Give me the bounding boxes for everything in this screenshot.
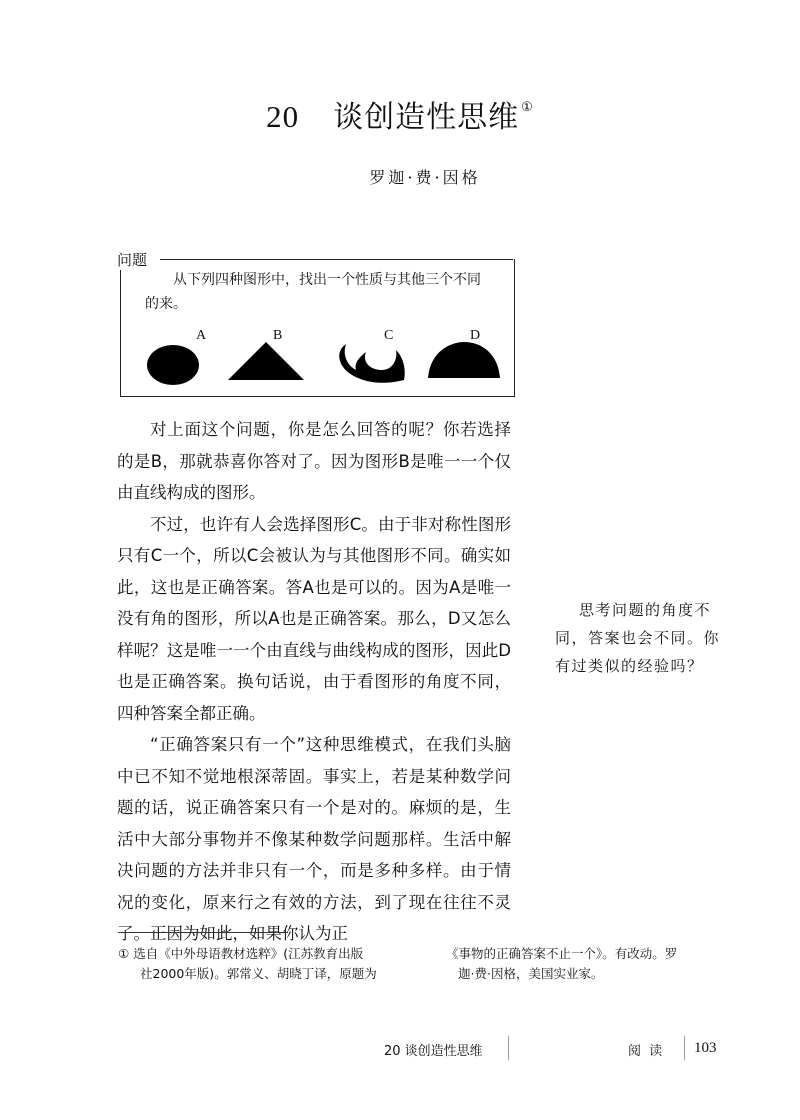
problem-text-content: 从下列四种图形中，找出一个性质与其他三个不同的来。 xyxy=(145,272,481,312)
author: 罗迦·费·因格 xyxy=(369,168,481,187)
footnote-reference: ① xyxy=(521,100,534,115)
page-number: 103 xyxy=(694,1040,717,1056)
figure-label-b: B xyxy=(273,328,283,343)
figure-d-half-ellipse xyxy=(424,340,504,384)
paragraph-1: 对上面这个问题，你是怎么回答的呢？你若选择的是B，那就恭喜你答对了。因为图形B是唯一一个仅由直线构成的图形。 xyxy=(117,420,511,502)
footnote-line-4: 迦·费·因格，美国实业家。 xyxy=(458,966,604,981)
figure-c-crescent xyxy=(332,340,412,390)
lesson-title-text: 谈创造性思维 xyxy=(333,100,520,135)
main-text xyxy=(117,414,511,950)
footnote-line-2: 社2000年版)。郭常义、胡晓丁译，原题为 xyxy=(140,966,377,981)
figure-b-triangle xyxy=(226,340,308,384)
footer-section: 阅 读 xyxy=(628,1044,665,1059)
lesson-number: 20 xyxy=(266,99,300,134)
lesson-title xyxy=(0,92,800,136)
side-note xyxy=(555,596,735,680)
footer-separator-1 xyxy=(508,1036,509,1060)
side-note-text: 思考问题的角度不同，答案也会不同。你有过类似的经验吗？ xyxy=(555,601,721,675)
figure-a-ellipse xyxy=(145,340,205,390)
footnote-marker: ① xyxy=(118,946,130,961)
figure-label-c: C xyxy=(384,328,394,343)
footnote-rule xyxy=(118,932,288,933)
footnote-left-column xyxy=(118,944,418,984)
figure-label-a: A xyxy=(196,328,207,343)
figure-label-d: D xyxy=(470,328,481,343)
paragraph-3: “正确答案只有一个”这种思维模式，在我们头脑中已不知不觉地根深蒂固。事实上，若是某种数学问题的话，说正确答案只有一个是对的。麻烦的是，生活中大部分事物并不像某种数学问题那样。生活中解决问题的方法并非只有一个，而是多种多样。由于情况的变化，原来行之有效的方法，到了现在往往不灵了。正因为如此，如果你认为正 xyxy=(117,735,511,943)
problem-text xyxy=(145,268,490,316)
footer-separator-2 xyxy=(684,1036,685,1060)
footnote-line-3: 《事物的正确答案不止一个》。有改动。罗 xyxy=(446,946,678,961)
problem-box-top-rule xyxy=(160,259,513,260)
footnote-line-1: 选自《中外母语教材选粹》(江苏教育出版 xyxy=(133,946,364,961)
problem-label: 问题 xyxy=(117,249,157,270)
paragraph-2: 不过，也许有人会选择图形C。由于非对称性图形只有C一个，所以C会被认为与其他图形不同。确实如此，这也是正确答案。答A也是可以的。因为A是唯一没有角的图形，所以A也是正确答案。那么，D又怎么样呢？这是唯一一个由直线与曲线构成的图形，因此D也是正确答案。换句话说，由于看图形的角度不同，四种答案全都正确。 xyxy=(117,514,511,723)
footer-lesson-title: 20 谈创造性思维 xyxy=(384,1044,483,1059)
footnote-right-column xyxy=(446,944,736,984)
